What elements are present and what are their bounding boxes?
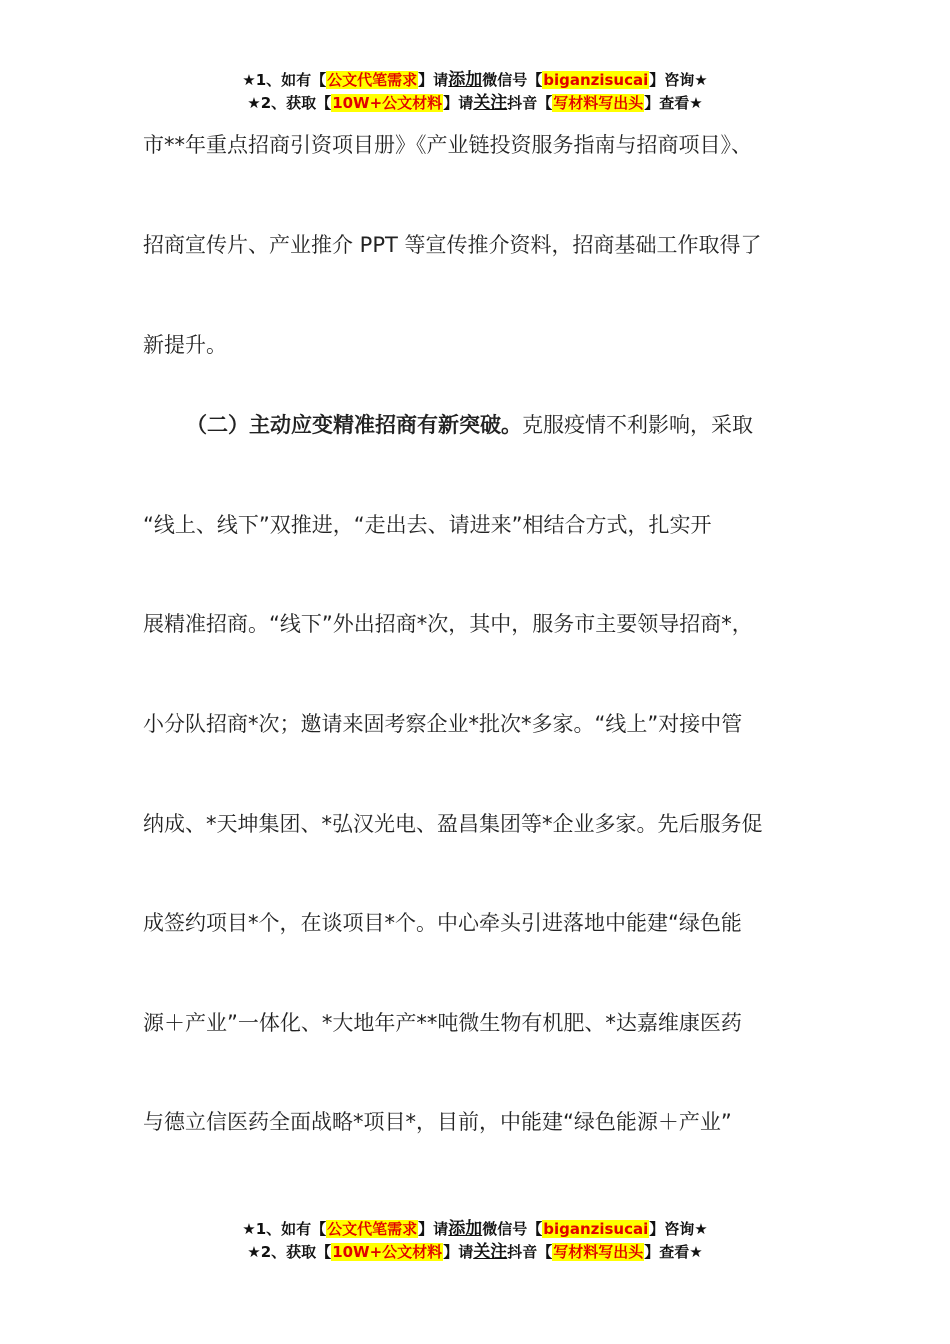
- paragraph-line: 小分队招商*次；邀请来固考察企业*批次*多家。“线上”对接中管: [143, 712, 743, 736]
- paragraph-line: 招商宣传片、产业推介 PPT 等宣传推介资料，招商基础工作取得了: [143, 233, 762, 257]
- highlight-wechat-id: biganzisucai: [543, 71, 649, 89]
- banner-text: 】请: [418, 71, 449, 89]
- banner-text: 微信号【: [482, 71, 543, 89]
- highlight-wechat-id: biganzisucai: [543, 1220, 649, 1238]
- footer-banner: [0, 1218, 950, 1264]
- banner-text: 】请: [443, 94, 474, 112]
- banner-text: 微信号【: [482, 1220, 543, 1238]
- paragraph-line: 成签约项目*个，在谈项目*个。中心牵头引进落地中能建“绿色能: [143, 911, 742, 935]
- paragraph-line: 展精准招商。“线下”外出招商*次，其中，服务市主要领导招商*，: [143, 612, 753, 636]
- banner-text: ★1、如有【: [242, 71, 327, 89]
- banner-text: 】请: [443, 1243, 474, 1261]
- paragraph-text: 克服疫情不利影响，采取: [522, 413, 753, 437]
- banner-line-2: [0, 1241, 950, 1264]
- banner-emphasis: 添加: [448, 1219, 483, 1239]
- banner-text: 】请: [418, 1220, 449, 1238]
- paragraph-line: 纳成、*天坤集团、*弘汉光电、盈昌集团等*企业多家。先后服务促: [143, 812, 763, 836]
- paragraph-line: “线上、线下”双推进，“走出去、请进来”相结合方式，扎实开: [143, 513, 712, 537]
- banner-text: 抖音【: [507, 1243, 553, 1261]
- banner-text: 】查看★: [644, 1243, 703, 1261]
- highlight-douyin-id: 写材料写出头: [553, 1243, 644, 1261]
- highlight-materials: 10W+公文材料: [332, 1243, 443, 1261]
- paragraph-line: 市**年重点招商引资项目册》《产业链投资服务指南与招商项目》、: [143, 133, 752, 157]
- banner-emphasis: 关注: [473, 1242, 508, 1262]
- banner-text: 】咨询★: [649, 1220, 708, 1238]
- highlight-materials: 10W+公文材料: [332, 94, 443, 112]
- banner-text: 抖音【: [507, 94, 553, 112]
- paragraph-line: 与德立信医药全面战略*项目*，目前，中能建“绿色能源＋产业”: [143, 1110, 732, 1134]
- section-heading: （二）主动应变精准招商有新突破。: [186, 413, 522, 437]
- banner-line-1: [0, 1218, 950, 1241]
- highlight-service: 公文代笔需求: [327, 71, 418, 89]
- banner-emphasis: 关注: [473, 93, 508, 113]
- banner-emphasis: 添加: [448, 70, 483, 90]
- banner-text: ★2、获取【: [247, 94, 332, 112]
- paragraph-line: 源＋产业”一体化、*大地年产**吨微生物有机肥、*达嘉维康医药: [143, 1011, 742, 1035]
- highlight-douyin-id: 写材料写出头: [553, 94, 644, 112]
- banner-text: ★1、如有【: [242, 1220, 327, 1238]
- banner-text: ★2、获取【: [247, 1243, 332, 1261]
- banner-text: 】咨询★: [649, 71, 708, 89]
- section-heading-line: [186, 411, 866, 439]
- banner-text: 】查看★: [644, 94, 703, 112]
- highlight-service: 公文代笔需求: [327, 1220, 418, 1238]
- paragraph-line: 新提升。: [143, 333, 227, 357]
